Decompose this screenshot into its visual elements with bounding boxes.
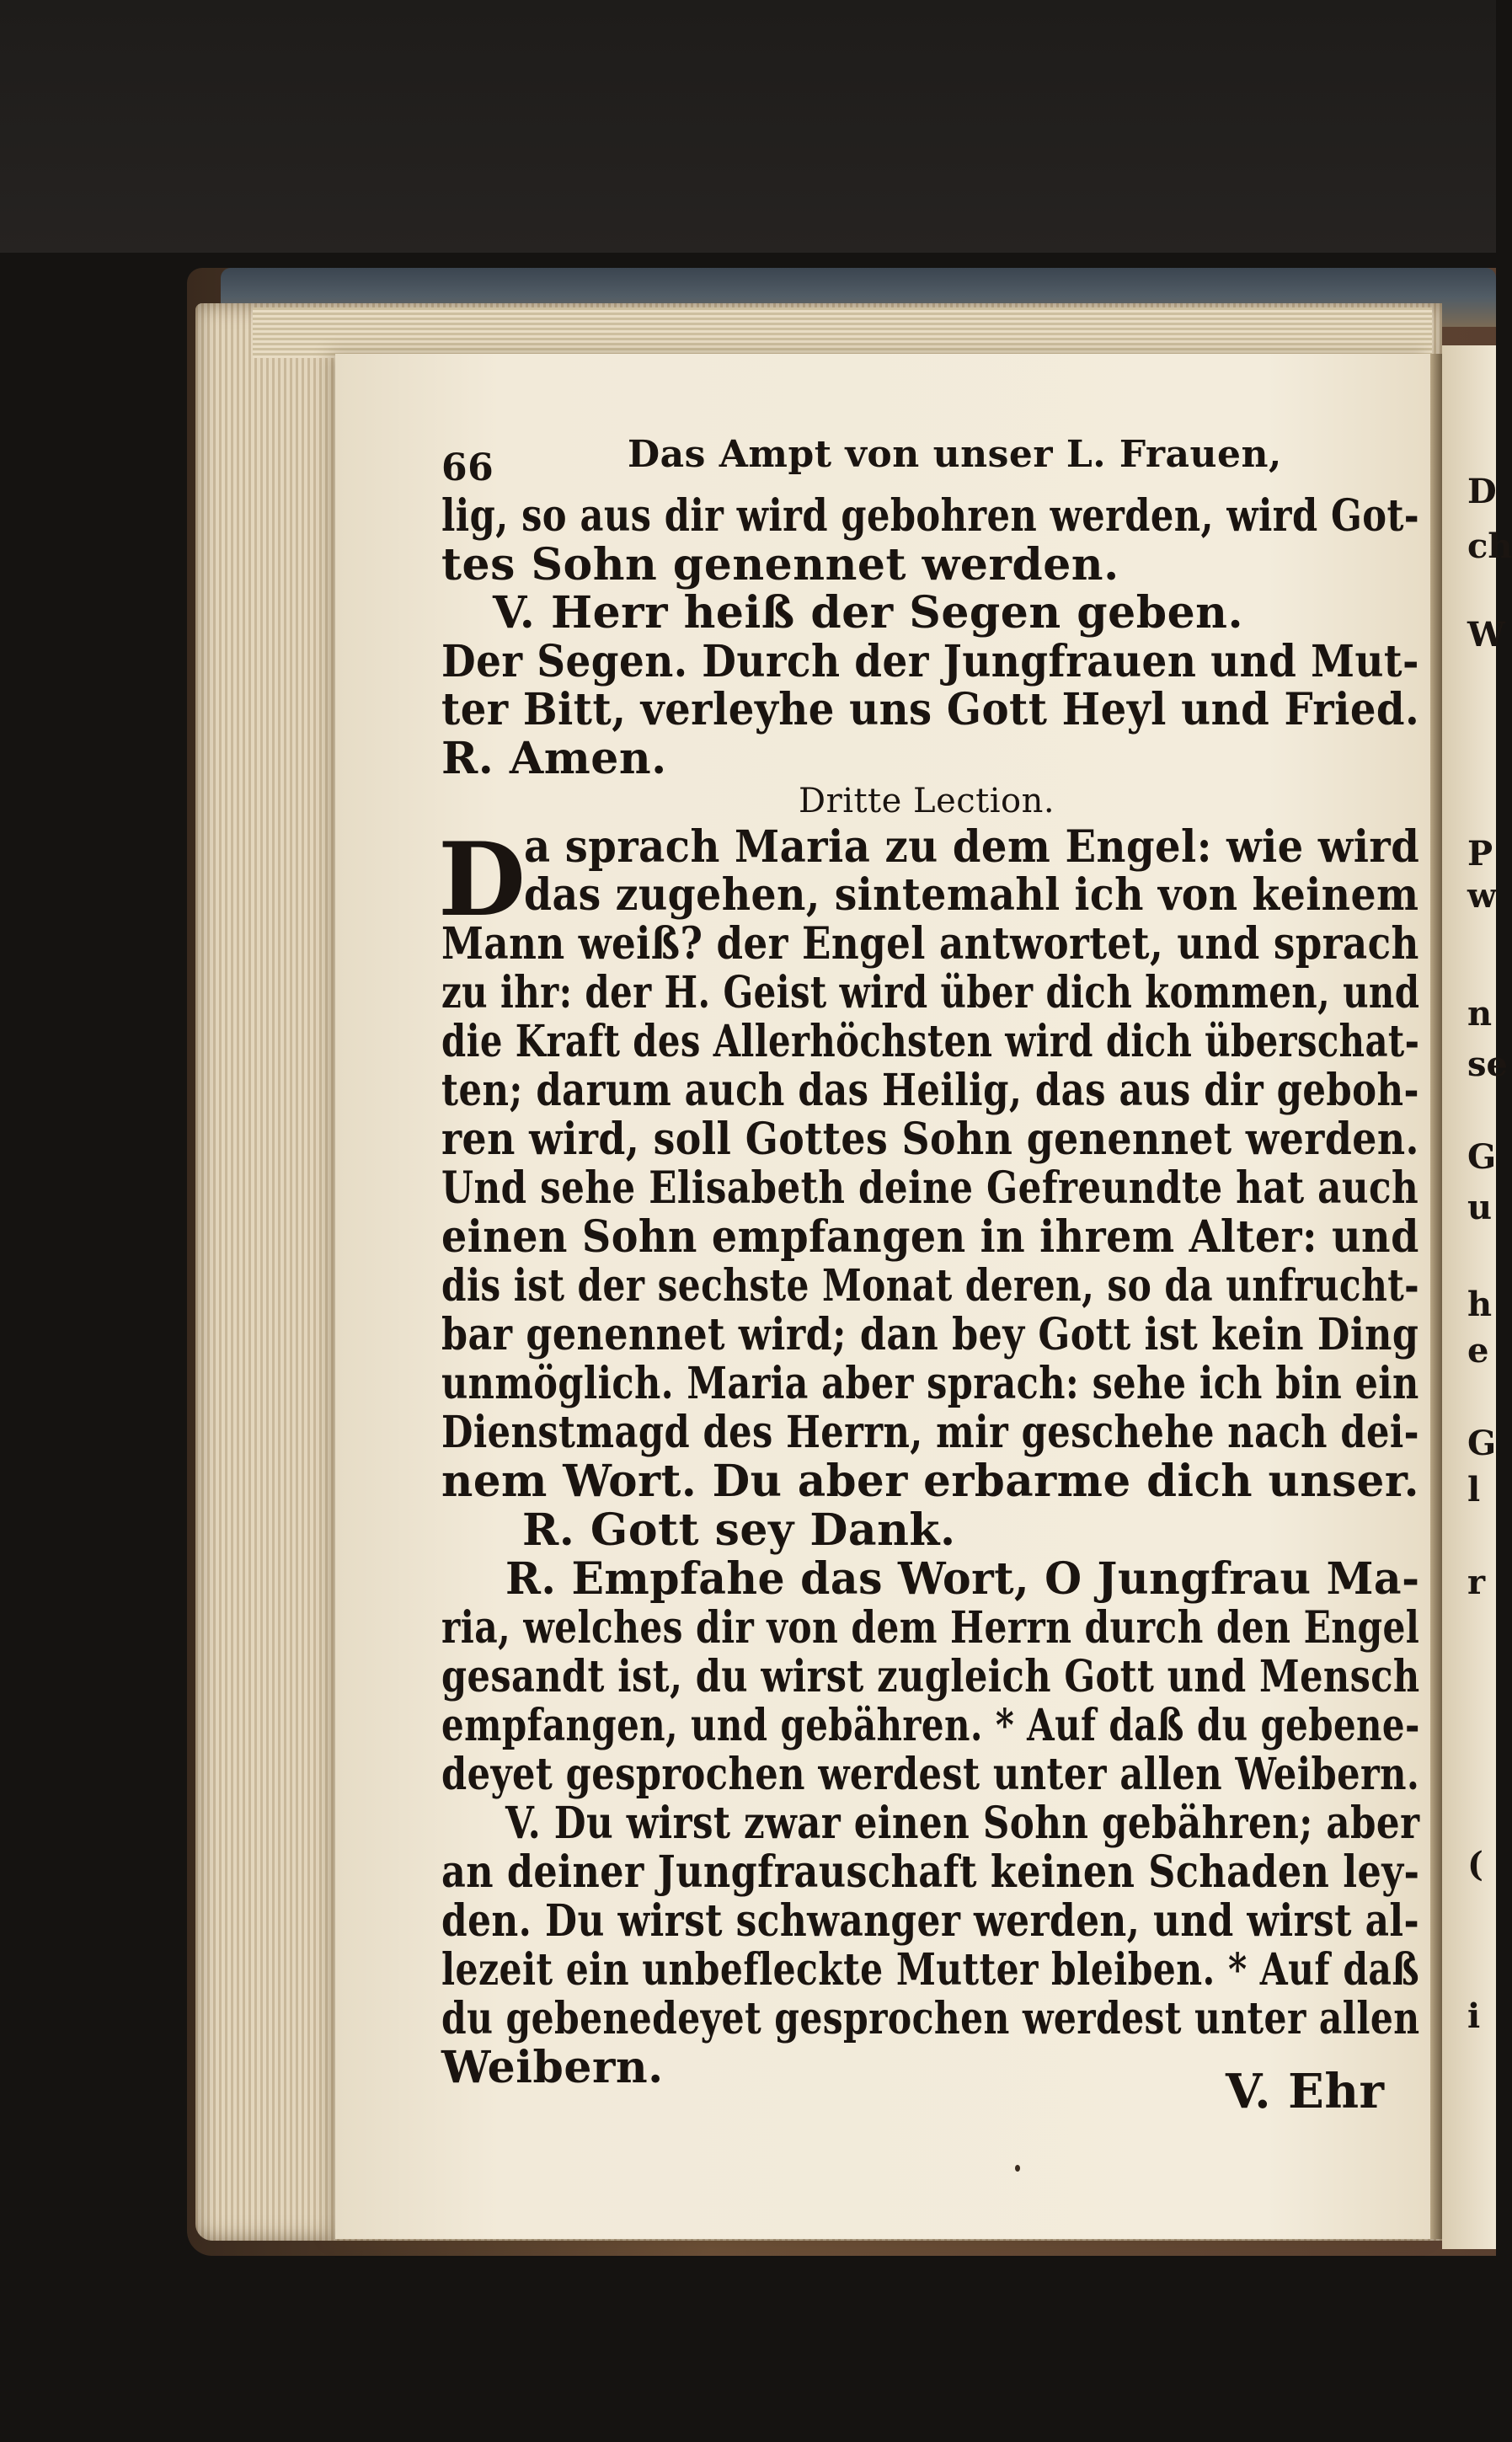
ink-speck	[1015, 2165, 1020, 2172]
facing-page-fragment: G	[1467, 1137, 1497, 1177]
facing-page-fragment: P	[1467, 834, 1493, 874]
facing-page-fragment: h	[1467, 1285, 1493, 1324]
text-line: V. Du wirst zwar einen Sohn gebähren; aber	[505, 1798, 1420, 1849]
facing-page-fragment: u	[1467, 1188, 1493, 1227]
text-line: du gebenedeyet gesprochen werdest unter allen	[441, 1993, 1420, 2044]
text-line: ten; darum auch das Heilig, das aus dir geboh-	[441, 1065, 1419, 1116]
facing-page-fragment: G	[1467, 1424, 1497, 1463]
text-line: bar genennet wird; dan bey Gott ist kein Ding	[441, 1309, 1419, 1360]
text-line: dis ist der sechste Monat deren, so da unfrucht-	[441, 1260, 1420, 1312]
text-line: ren wird, soll Gottes Sohn genennet werden.	[441, 1114, 1419, 1165]
text-line: tes Sohn genennet werden.	[441, 539, 1119, 590]
text-line: deyet gesprochen werdest unter allen Weibern.	[441, 1749, 1420, 1800]
text-line: ria, welches dir von dem Herrn durch den Engel	[441, 1602, 1420, 1654]
text-line: Der Segen. Durch der Jungfrauen und Mut-	[441, 636, 1419, 687]
text-line: nem Wort. Du aber erbarme dich unser.	[441, 1456, 1420, 1507]
facing-page-fragment: e	[1467, 1331, 1489, 1371]
text-line: den. Du wirst schwanger werden, und wirst al-	[441, 1895, 1420, 1947]
text-line: lezeit ein unbefleckte Mutter bleiben. * Auf daß	[441, 1944, 1420, 1996]
catchword: V. Ehr	[1226, 2064, 1385, 2119]
page-number: 66	[441, 446, 494, 489]
text-line: R. Empfahe das Wort, O Jungfrau Ma-	[505, 1553, 1420, 1605]
drop-cap: D	[438, 820, 526, 939]
text-line: lig, so aus dir wird gebohren werden, wird Got-	[441, 490, 1420, 542]
text-line: einen Sohn empfangen in ihrem Alter: und	[441, 1211, 1419, 1263]
facing-page-fragment: l	[1467, 1470, 1481, 1510]
facing-page-fragment: se	[1467, 1045, 1508, 1084]
facing-page-fragment: (	[1467, 1845, 1483, 1884]
text-line: Mann weiß? der Engel antwortet, und sprach	[441, 918, 1419, 970]
facing-page-fragment: r	[1467, 1563, 1486, 1602]
text-line: das zugehen, sintemahl ich von keinem	[524, 869, 1419, 921]
facing-page-fragment: n	[1467, 994, 1493, 1034]
facing-page-fragment: ch	[1467, 526, 1512, 566]
text-line: unmöglich. Maria aber sprach: sehe ich bin ein	[441, 1358, 1419, 1409]
text-line: an deiner Jungfrauschaft keinen Schaden ley-	[441, 1846, 1420, 1898]
text-line: R. Amen.	[441, 733, 667, 784]
text-line: gesandt ist, du wirst zugleich Gott und Mensch	[441, 1651, 1420, 1702]
text-line: empfangen, und gebähren. * Auf daß du gebene-	[441, 1700, 1420, 1751]
facing-page-fragment: D	[1467, 472, 1497, 511]
text-line: Und sehe Elisabeth deine Gefreundte hat auch	[441, 1162, 1419, 1214]
text-line: Weibern.	[441, 2042, 664, 2093]
text-line: die Kraft des Allerhöchsten wird dich überschat-	[441, 1016, 1420, 1067]
text-line: a sprach Maria zu dem Engel: wie wird	[524, 821, 1420, 873]
running-head: Das Ampt von unser L. Frauen,	[628, 433, 1282, 476]
text-line: ter Bitt, verleyhe uns Gott Heyl und Fried.	[441, 684, 1420, 735]
text-line: V. Herr heiß der Segen geben.	[493, 587, 1244, 639]
text-line: zu ihr: der H. Geist wird über dich kommen, und	[441, 967, 1420, 1018]
section-heading: Dritte Lection.	[799, 782, 1055, 820]
facing-page-fragment: W	[1467, 615, 1505, 655]
text-line: Dienstmagd des Herrn, mir geschehe nach dei-	[441, 1407, 1420, 1458]
facing-page-fragment: i	[1467, 1996, 1481, 2036]
text-line: R. Gott sey Dank.	[522, 1504, 956, 1556]
facing-page-fragment: w	[1467, 876, 1497, 916]
